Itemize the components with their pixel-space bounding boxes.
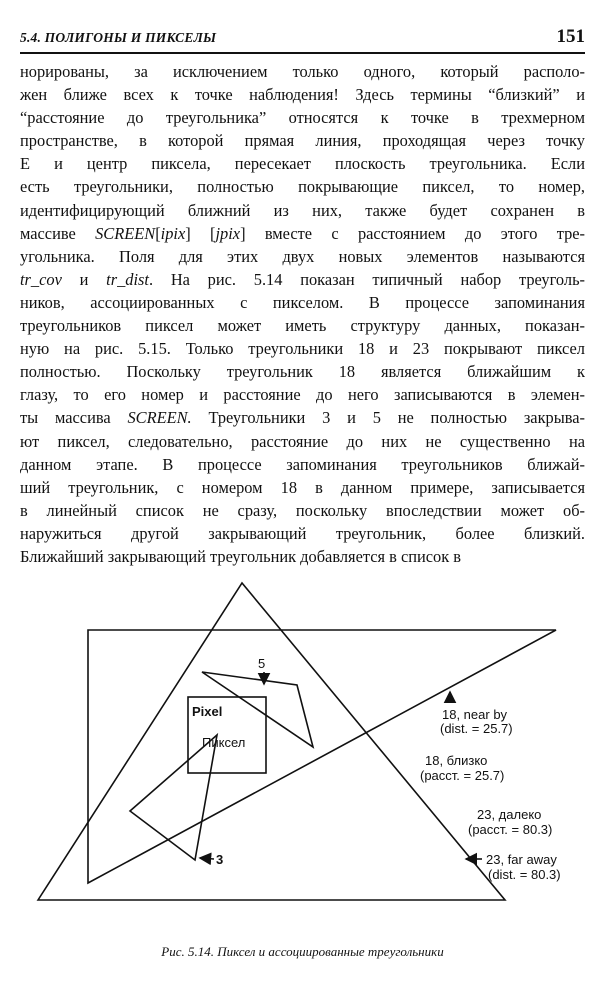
text-line	[20, 545, 585, 568]
text-line	[20, 152, 585, 175]
text-segment: SCREEN	[95, 223, 156, 243]
text-line	[20, 453, 585, 476]
text-segment: ников, ассоциированных с пикселом. В процессе запоминания	[20, 292, 585, 312]
text-line	[20, 383, 585, 406]
label-near-ru-2: (расст. = 25.7)	[420, 768, 505, 783]
text-line	[20, 291, 585, 314]
text-segment: ] вместе с расстоянием до этого тре-	[240, 223, 586, 243]
text-line	[20, 222, 585, 245]
arrow-3	[200, 858, 214, 859]
text-segment: наружиться другой закрывающий треугольник, более близкий.	[20, 523, 585, 543]
text-segment: ] [	[185, 223, 216, 243]
label-pixel-ru: Пиксел	[202, 735, 246, 750]
text-segment: и	[61, 269, 107, 289]
text-segment: jpix	[215, 223, 241, 243]
text-segment: глазу, то его номер и расстояние до него записываются в элемен-	[20, 385, 585, 405]
text-segment: “расстояние до треугольника” относятся к точке в трехмерном	[20, 108, 585, 128]
text-segment: Треугольники 3 и 5 не полностью закрыва-	[191, 408, 586, 428]
page-number: 151	[556, 26, 585, 47]
label-far-ru-1: 23, далеко	[477, 807, 542, 822]
text-line	[20, 83, 585, 106]
text-line	[20, 406, 585, 429]
label-far-en-2: (dist. = 80.3)	[488, 867, 561, 882]
text-segment: SCREEN.	[127, 408, 192, 428]
text-segment: данном этапе. В процессе запоминания треугольников ближай-	[20, 454, 585, 474]
label-far-ru-2: (расст. = 80.3)	[468, 822, 553, 837]
text-line	[20, 106, 585, 129]
text-segment: tr_cov	[20, 269, 62, 289]
text-segment: угольника. Поля для этих двух новых элементов называются	[20, 246, 585, 266]
text-segment: идентифицирующий ближний из них, также будет сохранен в	[20, 200, 585, 220]
text-segment: массиве	[20, 223, 96, 243]
text-segment: [	[155, 223, 161, 243]
label-near-en-2: (dist. = 25.7)	[440, 721, 513, 736]
text-line	[20, 337, 585, 360]
text-line	[20, 522, 585, 545]
label-far-en-1: 23, far away	[486, 852, 557, 867]
text-segment: E и центр пиксела, пересекает плоскость треугольника. Если	[20, 154, 585, 174]
text-segment: полностью. Поскольку треугольник 18 является ближайшим к	[20, 362, 585, 382]
text-line	[20, 245, 585, 268]
text-segment: ты массива	[20, 408, 128, 428]
text-line	[20, 60, 585, 83]
triangles-diagram	[20, 575, 585, 935]
label-tri3: 3	[216, 852, 224, 867]
text-segment: . На рис. 5.14 показан типичный набор треуголь-	[148, 269, 585, 289]
text-line	[20, 430, 585, 453]
text-segment: tr_dist	[106, 269, 149, 289]
text-segment: ший треугольник, с номером 18 в данном примере, записывается	[20, 477, 585, 497]
running-head: 5.4. ПОЛИГОНЫ И ПИКСЕЛЫ	[20, 30, 217, 45]
figure-caption: Рис. 5.14. Пиксел и ассоциированные треугольники	[161, 944, 444, 959]
text-line	[20, 314, 585, 337]
text-line	[20, 499, 585, 522]
triangle-3	[130, 735, 217, 860]
text-line	[20, 175, 585, 198]
label-near-ru-1: 18, близко	[425, 753, 488, 768]
figure-5-14	[20, 575, 585, 935]
body-text	[20, 60, 585, 568]
text-segment: жен ближе всех к точке наблюдения! Здесь термины “близкий” и	[20, 85, 585, 105]
label-tri5: 5	[258, 656, 266, 671]
text-line	[20, 268, 585, 291]
text-segment: треугольников пиксел может иметь структуру данных, показан-	[20, 316, 585, 336]
page-header	[20, 26, 585, 54]
label-pixel-en: Pixel	[192, 704, 223, 719]
text-segment: ipix	[160, 223, 186, 243]
label-near-en-1: 18, near by	[442, 707, 508, 722]
text-segment: ют пиксел, следовательно, расстояние до них не существенно на	[20, 431, 585, 451]
text-segment: Ближайший закрывающий треугольник добавляется в список в	[20, 546, 462, 566]
text-segment: норированы, за исключением только одного, который располо-	[20, 62, 585, 81]
text-segment: ную на рис. 5.15. Только треугольники 18 и 23 покрывают пиксел	[20, 339, 585, 359]
text-line	[20, 129, 585, 152]
text-line	[20, 360, 585, 383]
text-line	[20, 476, 585, 499]
text-segment: в линейный список не сразу, поскольку впоследствии может об-	[20, 500, 585, 520]
text-line	[20, 199, 585, 222]
text-segment: есть треугольники, полностью покрывающие пиксел, то номер,	[20, 177, 585, 197]
text-segment: пространстве, в которой прямая линия, проходящая через точку	[20, 131, 585, 151]
